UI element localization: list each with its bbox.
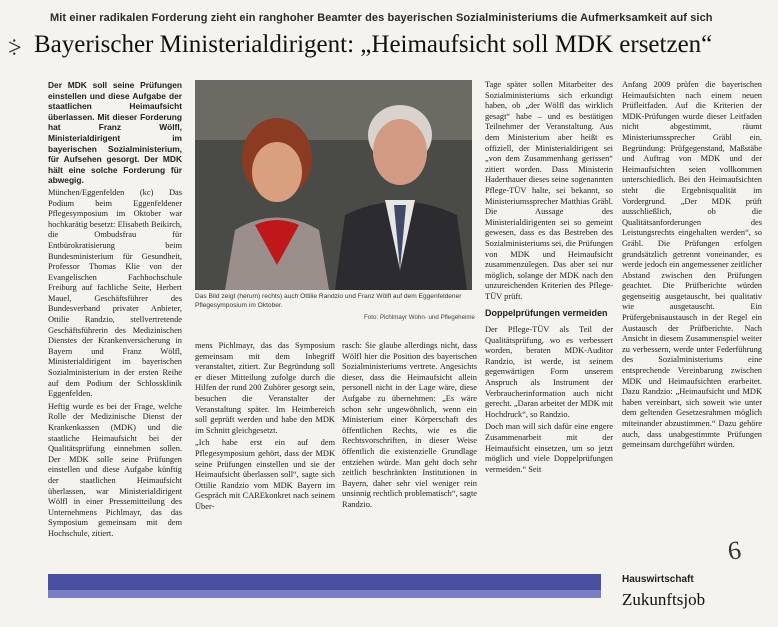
photo-illustration: [195, 80, 472, 290]
teaser-title: Zukunftsjob: [622, 590, 706, 609]
article-column-1: [48, 80, 182, 550]
photo-caption: Das Bild zeigt (herum) rechts) auch Ottilie Randzio und Franz Wölfl auf dem Eggenfeldener Pflegesymposium im Oktober.: [195, 293, 462, 309]
article-column-4: [485, 80, 613, 550]
kicker-line: Mit einer radikalen Forderung zieht ein ranghoher Beamter des bayerischen Sozialministeriums die Aufmerksamkeit auf sich: [50, 12, 713, 24]
body-paragraph: mens Pichlmayr, das das Symposium gemeinsam mit dem Inbegriff veranstaltet, zitiert. Zur Begründung soll er dieser Mitteilung zufolge durch die Hilfen der rund 200 Zuhörer gesorgt sein, besuchen die Veranstalter der Veranstaltung später. Im Heimbereich soll geprüft werden und habe den MDK im Schnitt gleichgesetzt.: [195, 341, 335, 435]
section-rubric: Hauswirtschaft: [622, 574, 694, 585]
subheading: Doppelprüfungen vermeiden: [485, 308, 608, 319]
body-paragraph: Doch man will sich dafür eine engere Zusammenarbeit mit der Heimaufsicht einsetzen, um so jetzt möglich und viele Doppelprüfungen vermeiden.“ Seit: [485, 422, 613, 474]
photo-credit: Foto: Pichlmayr Wohn- und Pflegeheime: [364, 314, 475, 321]
article-lead: Der MDK soll seine Prüfungen einstellen und diese Aufgabe der staatlichen Heimaufsicht überlassen. Mit dieser Forderung hat Franz Wölfl, Ministerialdirigent im bayerischen Sozialministerium, für Aufsehen gesorgt. Der MDK hält eine solche Forderung für abwegig.: [48, 80, 182, 186]
body-paragraph: Heftig wurde es bei der Frage, welche Rolle der Medizinische Dienst der Krankenkassen (MDK) und die staatliche Heimaufsicht bei der Qualitätsprüfung einnehmen sollen. Der MDK solle seine Prüfungen einstellen und diese Aufgabe künftig der staatlichen Heimaufsicht überlassen, war Ministerialdirigent Wölfl in einer Pressemitteilung des Unternehmens Pichlmayr, das das Symposium gemeinsam mit dem Hochschule, zitiert.: [48, 401, 182, 538]
body-paragraph: Tage später sollen Mitarbeiter des Sozialministeriums sich erkundigt haben, ob „der Wölfl das wirklich gesagt“ habe – und es bestätigen Teilnehmer der Veranstaltung. Aus dem Ministerium aber heißt es offiziell, der Ministerialdirigent sei „von dem Zusammenhang gerissen“ zitiert worden. Dass Ministerin Haderthauer dieses seine sogenannten Pflege-TÜV halte, sei bekannt, so Ministeriumssprecher Matthias Gräbl. Die Aussage des Ministerialdirigenten sei so gemeint gewesen, dass es das Bestreben des Sozialministeriums sei, die Prüfungen von MDK und Heimaufsicht zusammenzulegen. Das aber sei nur möglich, solange der MDK nach den unzureichenden Kriterien des Pflege-TÜV prüft.: [485, 80, 613, 301]
article-photo: [195, 80, 472, 290]
article-column-3: [342, 341, 477, 546]
article-column-2: [195, 341, 335, 546]
handwritten-page-number: 6: [725, 535, 743, 566]
color-band: [48, 574, 601, 590]
body-paragraph: Anfang 2009 prüfen die bayerischen Heimaufsichten nach einem neuen Prüfleitfaden. Auf die Kriterien der MDK-Prüfungen wurde dieser Leitfaden nicht abgestimmt, räumt Ministeriumssprecher Gräbl ein. Begründung: Prüfgegenstand, Maßstäbe und Auftrag von MDK und der Heimaufsichten seien vollkommen unterschiedlich. Bei den Heimaufsichten steht die Ergebnisqualität im Vordergrund. „Der MDK prüft ausschließlich, ob die Qualitätsanforderungen des Leistungsrechts eingehalten werden“, so Gräbl. Die Prüfungen erfolgen grundsätzlich getrennt voneinander, es werde jedoch ein angemessener zeitlicher Abstand zwischen den Prüfungen geachtet. Die Prüfberichte würden gegenseitig ausgetauscht, bei qualitativ wie ausgetauscht. Ein Prüfergebnisaustausch in der Regel ein Austausch der Prüfberichte. Nach Ansicht in diesem Zusammenspiel weiter zu verbessern, werde unter Federführung des Sozialministeriums eine entsprechende Vereinbarung zwischen MDK und Heimaufsichten erarbeitet. Dazu Randzio: „Heimaufsicht und MDK haben vereinbart, sich soweit wie unter dem geltenden Gesetzesrahmen möglich miteinander abzustimmen.“ Dazu gehöre auch, dass unabgestimmte Prüfungen gemeinsam durchgeführt würden.: [622, 80, 762, 450]
body-paragraph: München/Eggenfelden (kc) Das Podium beim Eggenfeldener Pflegesymposium im Oktober war hochkarätig besetzt: Elisabeth Beikirch, die Ombudsfrau für Entbürokratisierung beim Bundesministerium für Gesundheit, Professor Thomas Klie von der Evangelischen Fachhochschule Freiburg auf fachliche Seite, Herbert Mauel, Geschäftsführer des Bundesverband privater Anbieter, Ottilie Randzio, stellvertretende Geschäftsführerin des Medizinischen Dienstes der Krankenversicherung in Bayern und Franz Wölfl, Ministerialdirigent im bayerischen Sozialministerium in der ersten Reihe auf dem Podium der Schlossklinik Eggenfelden.: [48, 187, 182, 399]
handwritten-mark: ⸖: [8, 36, 22, 62]
body-paragraph: rasch: Sie glaube allerdings nicht, dass Wölfl hier die Position des bayerischen Sozialministeriums vertrete. Angesichts dieser, dass die Heimaufsicht allein personell nicht in der Lage wäre, diese Aufgabe zu übernehmen: „Es wäre schon sehr ungewöhnlich, wenn ein Ministerium einer Körperschaft des öffentlichen Rechts, wie es die Rechtsvorschriften, in dieser Weise öffentlich die existenzielle Grundlage entziehen würde. Man geht doch sehr zeitlich beschränkten Institutionen in Bayern, daher sehr viel weniger rein unsinnig rechtlich problematisch“, sagte Randzio.: [342, 341, 477, 509]
body-paragraph: „Ich habe erst ein auf dem Pflegesymposium gehört, dass der MDK seine Prüfungen einstellen und sie der Heimaufsicht überlassen soll“, sagte sich Ottilie Randzio vom MDK Bayern im Gespräch mit CAREkonkret nach seinem Über-: [195, 438, 335, 511]
article-column-5: [622, 80, 762, 550]
body-paragraph: Der Pflege-TÜV als Teil der Qualitätsprüfung, wo es verbessert worden, beraten MDK-Auditor Randzio, ist werde, ist seinem gegenwärtigen Form unserem Anspruch als Instrument der Verbraucherinformation auch nicht gerecht. „Daran arbeitet der MDK mit Hochdruck“, so Randzio.: [485, 325, 613, 419]
article-headline: Bayerischer Ministerialdirigent: „Heimaufsicht soll MDK ersetzen“: [34, 31, 713, 58]
color-band-lower: [48, 590, 601, 598]
